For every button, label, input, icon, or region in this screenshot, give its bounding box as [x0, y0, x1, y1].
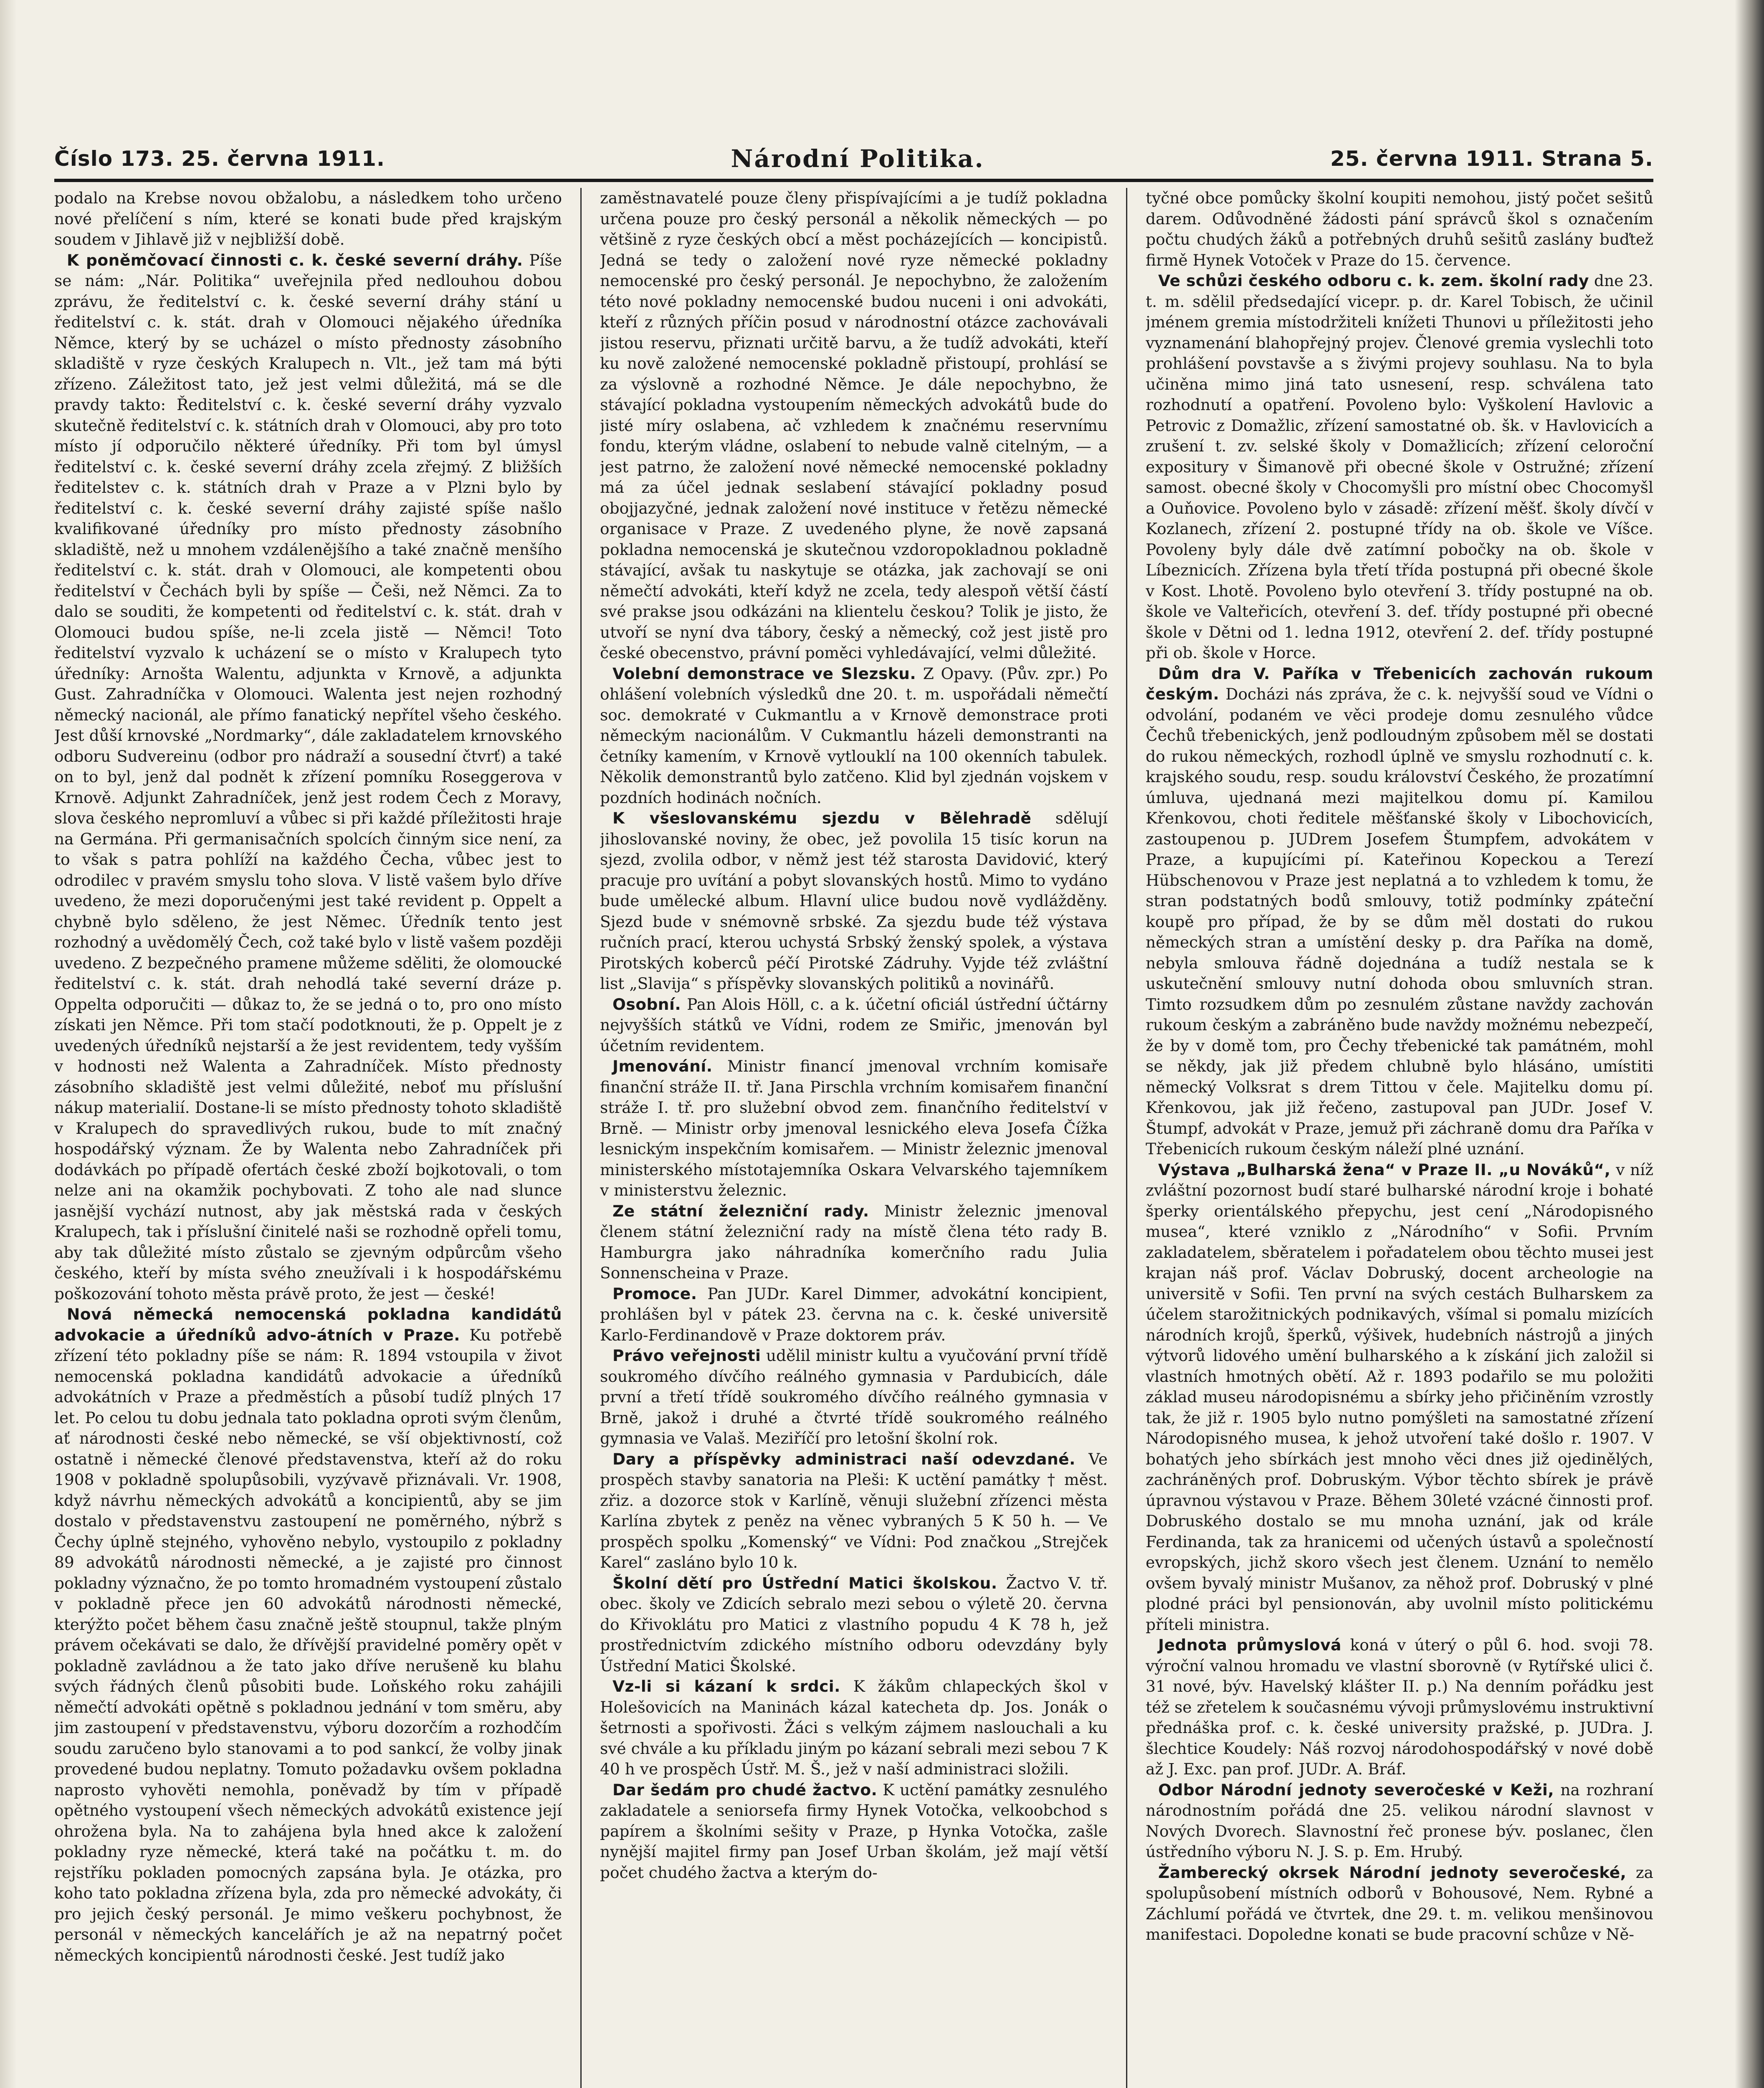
scan-edge-right — [1735, 0, 1764, 2088]
article-body: zaměstnavatelé pouze členy přispívajícími a je tudíž pokladna určena pouze pro český personál a několik německých — po většině z ryze českých obcí a měst pocházejících — koncipistů. Jedná se tedy o založení nové ryze německé pokladny nemocenské pro český personál. Je nepochybno, že založením této nové pokladny nemocenské budou nuceni i oni advokáti, kteří z různých příčin posud v národnostní otázce zachovávali jistou reservu, přiznati určitě barvu, a že tudíž advokáti, kteří ku nově založené nemocenské pokladně přistoupí, prohlásí se za výslovně a rozhodné Němce. Je dále nepochybno, že stávající pokladna vystoupením německých advokátů bude do jisté míry oslabena, ač vzhledem k značnému reservnímu fondu, kterým vládne, oslabení to nebude valně citelným, — a jest patrno, že založení nové německé nemocenské pokladny má za účel jednak seslabení stávající pokladny posud obojjazyčné, jednak založení nové instituce v řetězu německé organisace v Praze. Z uvedeného plyne, že nově zapsaná pokladna nemocenská je skutečnou vzdoropokladnou pokladně stávající, avšak tu naskytuje se otázka, jak zachovají se oni němečtí advokáti, kteří když ne zcela, tedy alespoň větší částí své prakse jsou odkázáni na klientelu českou? Tolik je jisto, že utvoří se nyní dva tábory, český a německý, což jest jistě pro české obecenstvo, právní poměci vyhledávající, velmi důležité. — [600, 189, 1108, 662]
article — [600, 1573, 1108, 1677]
article-heading: Jednota průmyslová — [1158, 1636, 1341, 1654]
article-heading: Volební demonstrace ve Slezsku. — [612, 664, 916, 683]
article-body: Pan JUDr. Karel Dimmer, advokátní koncipient, prohlášen byl v pátek 23. června na c. k. české universitě Karlo-Ferdinandově v Praze doktorem práv. — [600, 1284, 1108, 1344]
article-heading: Dar šedám pro chudé žactvo. — [612, 1780, 878, 1799]
article — [600, 1056, 1108, 1201]
article — [54, 1304, 562, 1966]
issue-date: Číslo 173. 25. června 1911. — [54, 147, 385, 171]
article-body: dne 23. t. m. sdělil předsedající vicepr. p. dr. Karel Tobisch, že učinil jménem gremia místodržiteli knížeti Thunovi u příležitosti jeho vyznamenání blahopřejný projev. Členové gremia vyslechli toto prohlášení povstavše a s živými projevy souhlasu. Na to byla učiněna mimo jiná tato usnesení, resp. schválena tato rozhodnutí a opatření. Povoleno bylo: Vyškolení Havlovic a Petrovic z Domažlic, zřízení samostatné ob. šk. v Havlovicích a zrušení t. zv. selské školy v Domažlicích; zřízení celoroční expositury v Šimanově při obecné škole v Ostružné; zřízení samost. obecné školy v Chocomyšli pro místní obec Chocomyšl a Ouňovice. Povoleno bylo v zásadě: zřízení měšť. školy dívčí v Kozlanech, zřízení 2. postupné třídy na ob. škole ve Víšce. Povoleny byly dále dvě zatímní pobočky na ob. škole v Líbeznicích. Zřízena byla třetí třída postupná při obecné škole v Kost. Lhotě. Povoleno bylo otevření 3. třídy postupné na ob. škole ve Valteřicích, otevření 3. def. třídy postupné při obecné škole v Dětni od 1. ledna 1912, otevření 2. def. třídy postupné při ob. škole v Horce. — [1146, 271, 1653, 662]
article-heading: Promoce. — [612, 1284, 697, 1303]
newspaper-title: Národní Politika. — [731, 144, 984, 173]
article-body: v níž zvláštní pozornost budí staré bulharské národní kroje i bohaté šperky orientálského přepychu, jest cení „Národopisného musea“, které vzniklo z „Národního“ v Sofii. Prvním zakladatelem, sběratelem i pořadatelem obou těchto musei jest krajan náš prof. Václav Dobruský, docent archeologie na universitě v Sofii. Ten první na svých cestách Bulharskem za účelem starožitnických podnikavých, všímal si pomalu mizících národních krojů, šperků, výšivek, hudebních nástrojů a jiných výtvorů lidového umění bulharského a k získání jich založil si vlastních hmotných obětí. Až r. 1893 podařilo se mu položiti základ museu národopisnému a sbírky jeho přičiněním vzrostly tak, že již r. 1905 bylo nutno pomýšleti na samostatné zřízení Národopisného musea, k jehož utvoření také došlo r. 1907. V bohatých jeho sbírkách jest mnoho věci dnes již ojedinělých, zachráněných prof. Dobruským. Výbor těchto sbírek je právě úpravnou výstavou v Praze. Během 30leté vzácné činnosti prof. Dobruského dostalo se mu mnoha uznání, jak od krále Ferdinanda, tak za hranicemi od učených ústavů a společností evropských, jichž skoro všech jest členem. Uznání to nemělo ovšem byvalý ministr Mušanov, za něhož prof. Dobruský v plné plodné práci byl pensionován, aby uvolnil místo politickému příteli ministra. — [1146, 1160, 1653, 1634]
article-body: tyčné obce pomůcky školní koupiti nemohou, jistý počet sešitů darem. Odůvodněné žádosti pání správců škol s označením počtu chudých žáků a potřebných druhů sešitů zaslány buďtež firmě Hynek Votoček v Praze do 15. července. — [1146, 189, 1653, 269]
scan-edge-left — [0, 0, 17, 2088]
article-heading: Ze státní železniční rady. — [612, 1201, 869, 1220]
article-heading: K poněmčovací činnosti c. k. české severní dráhy. — [67, 251, 523, 269]
column-2 — [600, 188, 1108, 2088]
article-heading: Právo veřejnosti — [612, 1346, 761, 1365]
article — [600, 1676, 1108, 1780]
article-heading: Výstava „Bulharská žena“ v Praze II. „u Nováků“, — [1158, 1160, 1611, 1179]
article-body: Z Opavy. (Pův. zpr.) Po ohlášení volebních výsledků dne 20. t. m. uspořádali němečtí soc. demokraté v Cukmantlu a v Krnově demonstrace proti německým nacionálům. V Cukmantlu házeli demonstranti na četníky kamením, v Krnově vytlouklí na 100 okenních tabulek. Několik demonstrantů bylo zatčeno. Klid byl zjednán vojskem v pozdních hodinách nočních. — [600, 664, 1108, 807]
article — [600, 808, 1108, 994]
article-heading: Vz-li si kázaní k srdci. — [612, 1677, 840, 1695]
article-body: Ministr financí jmenoval vrchním komisaře finanční stráže II. tř. Jana Pirschla vrchním komisařem finanční stráže I. tř. pro služební obvod zem. finančního ředitelství v Brně. — Ministr orby jmenoval lesnického eleva Josefa Čížka lesnickým inspekčním komisařem. — Ministr železnic jmenoval ministerského místotajemníka Oskara Velvarského tajemníkem v ministerstvu železnic. — [600, 1057, 1108, 1199]
page-number: 25. června 1911. Strana 5. — [1330, 147, 1653, 171]
article-heading: Nová německá nemocenská pokladna kandidátů advokacie a úředníků advo-átních v Praze. — [54, 1305, 562, 1344]
page-header — [54, 142, 1653, 175]
article — [600, 1449, 1108, 1573]
header-rule — [54, 179, 1653, 182]
article-body: Ku potřebě zřízení této pokladny píše se nám: R. 1894 vstoupila v život nemocenská pokladna kandidátů advokacie a úředníků advokátních v Praze a předměstích a působí tudíž plných 17 let. Po celou tu dobu jednala tato pokladna oproti svým členům, ať národnosti české nebo německé, se vší objektivností, což ostatně i německé členové představenstva, kteří až do roku 1908 v pokladně spolupůsobili, vyzývavě přiznávali. Vr. 1908, když návrhu německých advokátů a koncipientů, aby se jim dostalo v představenstvu zastoupení ne poměrného, nýbrž s Čechy úplně stejného, vyhověno nebylo, vystoupilo z pokladny 89 advokátů národnosti německé, a je zajisté pro činnost pokladny význačno, že po tomto hromadném vystoupení zůstalo v pokladně přece jen 60 advokátů národnosti německé, kterýžto počet během času značně ještě stoupnul, takže plným právem očekávati se dalo, že dřívější pravidelné poměry opět v pokladně zavládnou a že tato jako dříve nerušeně ku blahu svých řádných členů působiti bude. Loňského roku zahájili němečtí advokáti opětně s pokladnou jednání v tom směru, aby jim zastoupení v představenstvu, výboru dozorčím a rozhodčím soudu zaručeno bylo stanovami a to pod sankcí, že volby jinak provedené budou neplatny. Tomuto požadavku ovšem pokladna naprosto vyhověti nemohla, poněvadž by tím v případě opětného vystoupení všech německých advokátů existence její ohrožena byla. Na to zahájena byla hned akce k založení pokladny ryze německé, která také na počátku t. m. do rejstříku pokladen pomocných zapsána byla. Je otázka, pro koho tato pokladna zřízena byla, zda pro německé advokáty, či pro jejich český personál. Je mimo veškeru pochybnost, že personál v německých kancelářích je až na nepatrný počet německých koncipientů národnosti české. Jest tudíž jako — [54, 1325, 562, 1964]
article-body: za spolupůsobení místních odborů v Bohousové, Nem. Rybné a Záchlumí pořádá ve čtvrtek, dne 29. t. m. velikou menšinovou manifestaci. Dopoledne konati se bude pracovní schůze v Ně- — [1146, 1863, 1653, 1944]
article-body: podalo na Krebse novou obžalobu, a následkem toho určeno nové přelíčení s ním, které se konati bude před krajským soudem v Jihlavě již v nejbližší době. — [54, 189, 562, 248]
article-body: Ministr železnic jmenoval členem státní železniční rady na místě člena této rady B. Hamburgra jako náhradníka komerčního radu Julia Sonnenscheina v Praze. — [600, 1201, 1108, 1282]
article — [600, 664, 1108, 808]
article — [1146, 271, 1653, 664]
article-body: Pan Alois Höll, c. a k. účetní oficiál ústřední účtárny nejvyšších státků ve Vídni, rodem ze Smiřic, jmenován byl účetním revidentem. — [600, 995, 1108, 1055]
column-divider — [1126, 188, 1127, 2088]
article-columns — [54, 188, 1653, 2088]
article — [600, 1284, 1108, 1346]
article-heading: Dům dra V. Paříka v Třebenicích zachován rukoum českým. — [1146, 664, 1653, 703]
article-heading: K všeslovanskému sjezdu v Bělehradě — [612, 809, 1032, 827]
article-heading: Ve schůzi českého odboru c. k. zem. školní rady — [1158, 271, 1589, 290]
article-body: Žactvo V. tř. obec. školy ve Zdicích sebralo mezi sebou o výletě 20. června do Křivoklátu pro Matici z vlastního popudu 4 K 78 h, jež prostřednictvím zdického místního odboru odevzdány byly Ústřední Matici Školské. — [600, 1574, 1108, 1675]
article-body: Píše se nám: „Nár. Politika“ uveřejnila před nedlouhou dobou zprávu, že ředitelství c. k. české severní dráhy stání u ředitelství c. k. stát. drah v Olomouci nějakého úředníka Němce, který by se ucházel o místo přednosty zásobního skladiště v ryze českých Kralupech n. Vlt., jež tam má býti zřízeno. Záležitost tato, jež jest velmi důležitá, má se dle pravdy takto: Ředitelství c. k. české severní dráhy vyzvalo skutečně ředitelství c. k. státních drah v Olomouci, aby pro toto místo jí odporučilo některé úředníky. Při tom byl úmysl ředitelství c. k. české severní dráhy zcela zřejmý. Z bližších ředitelstev c. k. státních drah v Praze a v Plzni bylo by ředitelství c. k. české severní dráhy zajisté spíše našlo kvalifikované úředníky pro místo přednosty zásobního skladiště, než u mnohem vzdálenějšího a také značně menšího ředitelství c. k. stát. drah v Olomouci, ale kompetenti obou ředitelství v Čechách byli by spíše — Češi, než Němci. Za to dalo se souditi, že kompetenti od ředitelství c. k. stát. drah v Olomouci budou spíše, ne-li zcela jistě — Němci! Toto ředitelství vyzvalo k ucházení se o místo v Kralupech tyto úředníky: Arnošta Walentu, adjunkta v Krnově, a adjunkta Gust. Zahradníčka v Olomouci. Walenta jest nejen rozhodný německý nacionál, ale přímo fanatický nepřítel všeho českého. Jest důší krnovské „Nordmarky“, dále zakladatelem krnovského odboru Sudvereinu (odbor pro nádraží a sousední čtvrť) a také on to byl, jenž dal podnět k zřízení pomníku Roseggerova v Krnově. Adjunkt Zahradníček, jenž jest rodem Čech z Moravy, slova českého nepromluví a vůbec si při každé příležitosti hraje na Germána. Při germanisačních spolcích činným sice není, za to však s patra pohlíží na každého Čecha, vůbec jest to odrodilec v pravém smyslu toho slova. V listě vašem bylo dříve uvedeno, že mezi doporučenými jest také revident p. Oppelt a chybně bylo sděleno, že jest Němec. Úředník tento jest rozhodný a uvědomělý Čech, což také bylo v listě vašem později uvedeno. Z bezpečného pramene můžeme sděliti, že olomoucké ředitelství c. k. stát. drah nehodlá také severní dráze p. Oppelta odporučiti — důkaz to, že se jedná o to, pro ono místo získati jen Němce. Při tom stačí podotknouti, že p. Oppelt je z uvedených úředníků nejstarší a že jest revidentem, tedy vyšším v hodnosti než Walenta a Zahradníček. Místo přednosty zásobního skladiště jest velmi důležité, neboť mu příslušní nákup materialií. Dostane-li se místo přednosty tohoto skladiště v Kralupech do spravedlivých rukou, bude to mít značný hospodářský význam. Že by Walenta nebo Zahradníček při dodávkách po případě ofertách české zboží bojkotovali, o tom nelze ani na okamžik pochybovati. Z toho ale nad slunce jasnější vychází nutnost, aby jak městská rada v českých Kralupech, tak i příslušní činitelé naši se rozhodně opřeli tomu, aby tak důležité místo zůstalo se zjevným odpůrcům všeho českého, kteří by místa svého zneužívali i k hospodářskému poškozování tohoto města právě proto, že jest — české! — [54, 251, 562, 1303]
article — [1146, 1635, 1653, 1780]
article — [54, 250, 562, 1305]
article-heading: Osobní. — [612, 995, 681, 1014]
article-body: na rozhraní národnostním pořádá dne 25. velikou národní slavnost v Nových Dvorech. Slavnostní řeč pronese býv. poslanec, člen ústředního výboru N. J. S. p. Em. Hrubý. — [1146, 1780, 1653, 1861]
column-3 — [1146, 188, 1653, 2088]
article-body: sdělují jihoslovanské noviny, že obec, jež povolila 15 tisíc korun na sjezd, zvolila odbor, v němž jest též starosta Davidović, který pracuje pro uvítání a pobyt slovanských hostů. Mimo to vydáno bude umělecké album. Hlavní ulice budou nově vydlážděny. Sjezd bude v snémovně srbské. Za sjezdu bude též výstava ručních prací, kterou uchystá Srbský ženský spolek, a výstava Pirotských koberců péčí Pirotské Zádruhy. Vyjde též zvláštní list „Slavija“ s příspěvky slovanských politiků a novinářů. — [600, 809, 1108, 993]
article — [1146, 1160, 1653, 1635]
article-heading: Jmenování. — [612, 1057, 713, 1075]
article-heading: Dary a příspěvky administraci naší odevzdané. — [612, 1449, 1076, 1468]
article — [1146, 188, 1653, 271]
article — [1146, 1862, 1653, 1945]
article — [600, 994, 1108, 1057]
article-body: koná v úterý o půl 6. hod. svoji 78. výroční valnou hromadu ve vlastní sborovně (v Rytířské ulici č. 31 nové, býv. Havelský klášter II. p.) Na denním pořádku jest též se zřetelem k současnému vývoji průmyslovému instruktivní přednáška prof. c. k. české university pražské, p. JUDra. J. šlechtice Koudely: Náš rozvoj národohospodářský v nové době až J. Exc. pan prof. JUDr. A. Bráf. — [1146, 1636, 1653, 1778]
article — [600, 1780, 1108, 1883]
article-heading: Žamberecký okrsek Národní jednoty severočeské, — [1158, 1863, 1627, 1882]
article-body: Ve prospěch stavby sanatoria na Pleši: K uctění památky † měst. zřiz. a dozorce stok v Karlíně, věnuji služební zřízenci města Karlína zbytek z peněz na věnec vybraných 5 K 50 h. — Ve prospěch spolku „Komenský“ ve Vídni: Pod značkou „Strejček Karel“ zasláno bylo 10 k. — [600, 1449, 1108, 1571]
article — [54, 188, 562, 250]
article — [600, 188, 1108, 664]
article — [1146, 664, 1653, 1160]
article-heading: Odbor Národní jednoty severočeské v Keži, — [1158, 1780, 1554, 1799]
article-body: Docházi nás zpráva, že c. k. nejvyšší soud ve Vídni o odvolání, podaném ve věci prodeje domu zesnulého vůdce Čechů třebenických, jenž podloudným způsobem měl se dostati do rukou německých, rozhodl úplně ve smyslu rozhodnutí c. k. krajského soudu, resp. soudu království Českého, že prozatímní úmluva, ujednaná mezi majitelkou domu pí. Kamilou Křenkovou, choti ředitele měšťanské školy v Libochovicích, zastoupenou p. JUDrem Josefem Štumpfem, advokátem v Praze, a kupujícími pí. Kateřinou Kopeckou a Terezí Hübschenovou v Praze jest neplatná a to vzhledem k tomu, že stran podstatných bodů smlouvy, totiž podmínky zpáteční koupě pro případ, že by se dům měl dostati do rukou německých stran a umístění desky p. dra Paříka na domě, nebyla smlouva řádně dojednána a tudíž nestala se k uskutečnění smlouvy nutní dohoda obou smluvních stran. Timto rozsudkem dům po zesnulém zůstane navždy zachován rukoum českým a zabráněno bude navždy možnému nebezpečí, že by v domě tom, pro Čechy třebenické tak památném, mohl se někdy, jak již předem chlubně bylo hlásáno, umístiti německý Volksrat s drem Tittou v čele. Majitelku domu pí. Křenkovou, jak již řečeno, zastupoval pan JUDr. Josef V. Štumpf, advokát v Praze, jemuž při záchraně domu dra Paříka v Třebenicích rukoum českým náleží plné uznání. — [1146, 685, 1653, 1158]
article-body: K žákům chlapeckých škol v Holešovicích na Maninách kázal katecheta dp. Jos. Jonák o šetrnosti a spořivosti. Žáci s velkým zájmem naslouchali a ku své chvále a ku příkladu jiným po kázaní sebrali mezi sebou 7 K 40 h ve prospěch Ústř. M. Š., jež v naší administraci složili. — [600, 1677, 1108, 1778]
column-1 — [54, 188, 562, 2088]
article — [600, 1346, 1108, 1449]
article-body: udělil ministr kultu a vyučování první třídě soukromého dívčího reálného gymnasia v Pardubicích, dále první a třetí třídě soukromého dívčího reálného gymnasia v Brně, jakož i druhé a čtvrté třídě soukromého reálného gymnasia ve Valaš. Meziříčí pro letošní školní rok. — [600, 1346, 1108, 1447]
article — [600, 1201, 1108, 1284]
article-body: K uctění památky zesnulého zakladatele a seniorsefa firmy Hynek Votočka, velkoobchod s papírem a školními sešity v Praze, p Hynka Votočka, zašle nynější majitel firmy pan Josef Urban školám, jež mají větší počet chudého žactva a kterým do- — [600, 1780, 1108, 1882]
article — [1146, 1780, 1653, 1862]
column-divider — [580, 188, 582, 2088]
article-heading: Školní dětí pro Ústřední Matici školskou. — [612, 1574, 997, 1592]
